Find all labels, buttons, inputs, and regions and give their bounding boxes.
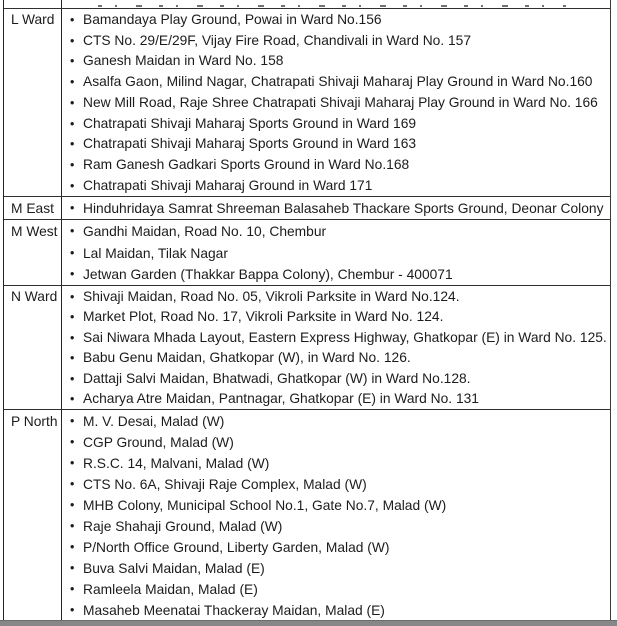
list-item (68, 287, 606, 307)
ground-name: CGP Ground, Malad (W) (83, 435, 234, 451)
bullet-icon: • (70, 13, 75, 27)
bullet-icon: • (70, 33, 75, 48)
ground-name: New Mill Road, Raje Shree Chatrapati Shivaji Maharaj Play Ground in Ward No. 166 (83, 94, 598, 110)
ward-name-cell (4, 410, 62, 622)
ground-name: R.S.C. 14, Malvani, Malad (W) (83, 456, 270, 472)
list-item (68, 389, 606, 409)
ward-name-cell (4, 197, 62, 219)
ground-name: Babu Genu Maidan, Ghatkopar (W), in Ward No. 126. (83, 350, 411, 366)
bullet-icon: • (70, 116, 75, 131)
ground-name: M. V. Desai, Malad (W) (83, 414, 225, 429)
list-item (68, 432, 606, 453)
list-item (68, 348, 606, 368)
ground-name: Jetwan Garden (Thakkar Bappa Colony), Chembur - 400071 (83, 267, 453, 283)
ground-name: Asalfa Gaon, Milind Nagar, Chatrapati Shivaji Maharaj Play Ground in Ward No.160 (83, 74, 593, 90)
bullet-icon: • (70, 435, 75, 450)
ward-name: M East (11, 201, 54, 216)
ground-name: Ganesh Maidan in Ward No. 158 (83, 53, 284, 69)
list-item (68, 221, 606, 243)
bullet-icon: • (70, 330, 75, 345)
list-item (68, 31, 606, 52)
bullet-icon: • (70, 477, 75, 492)
list-item (68, 411, 606, 432)
ground-name: Buva Salvi Maidan, Malad (E) (83, 561, 265, 577)
ward-name-cell (4, 0, 62, 8)
ground-name: Chatrapati Shivaji Maharaj Sports Ground in Ward 163 (83, 136, 417, 152)
ground-name: Market Plot, Road No. 17, Vikroli Parksite in Ward No. 124. (83, 309, 444, 325)
list-item (68, 558, 606, 579)
ward-name-cell (4, 220, 62, 285)
bullet-icon: • (70, 519, 75, 534)
ground-name: Hinduhridaya Samrat Shreeman Balasaheb Thackare Sports Ground, Deonar Colony (83, 201, 604, 216)
list-item (68, 198, 606, 219)
list-item (68, 600, 606, 621)
ward-name-cell (4, 286, 62, 409)
ward-row (4, 9, 610, 197)
list-item (68, 51, 606, 72)
bullet-icon: • (70, 392, 75, 407)
list-item (68, 495, 606, 516)
items-cell (62, 220, 610, 285)
table-body (4, 9, 610, 622)
list-item (68, 453, 606, 474)
bullet-icon: • (70, 310, 75, 325)
bullet-icon: • (70, 95, 75, 110)
items-cell (62, 9, 610, 196)
bullet-icon: • (70, 582, 75, 597)
items-cell (62, 0, 610, 8)
bullet-icon: • (70, 456, 75, 471)
list-item (68, 93, 606, 114)
bullet-icon: • (70, 54, 75, 69)
ground-name: Bamandaya Play Ground, Powai in Ward No.156 (83, 12, 382, 27)
list-item (68, 10, 606, 31)
list-item (68, 537, 606, 558)
ward-name-cell (4, 9, 62, 196)
ground-name: P/North Office Ground, Liberty Garden, Malad (W) (83, 540, 390, 556)
ground-name: Dattaji Salvi Maidan, Bhatwadi, Ghatkopar (W) in Ward No.128. (83, 370, 471, 386)
list-item (68, 328, 606, 348)
bullet-icon: • (70, 178, 75, 193)
ward-row (4, 220, 610, 286)
ground-name: Ram Ganesh Gadkari Sports Ground in Ward No.168 (83, 156, 410, 172)
bullet-icon: • (70, 561, 75, 576)
bullet-icon: • (70, 290, 75, 304)
ground-name: Masaheb Meenatai Thackeray Maidan, Malad (E) (83, 603, 385, 619)
ground-name: Ramleela Maidan, Malad (E) (83, 582, 258, 598)
bullet-icon: • (70, 157, 75, 172)
bullet-icon: • (70, 224, 75, 238)
list-item (68, 114, 606, 135)
list-item (68, 579, 606, 600)
bullet-icon: • (70, 267, 75, 282)
clipped-text-remnant (98, 5, 566, 7)
list-item (68, 155, 606, 176)
ground-name: Raje Shahaji Ground, Malad (W) (83, 519, 283, 535)
list-item (68, 369, 606, 389)
ground-name: Chatrapati Shivaji Maharaj Sports Ground in Ward 169 (83, 115, 417, 131)
items-cell (62, 286, 610, 409)
bullet-icon: • (70, 351, 75, 366)
ward-name: L Ward (11, 12, 55, 27)
ward-row (4, 286, 610, 410)
clipped-top-row (4, 0, 610, 9)
ward-row (4, 197, 610, 220)
ground-name: Acharya Atre Maidan, Pantnagar, Ghatkopar (E) in Ward No. 131 (83, 391, 479, 407)
ward-row (4, 410, 610, 622)
list-item (68, 264, 606, 285)
ground-name: Shivaji Maidan, Road No. 05, Vikroli Parksite in Ward No.124. (83, 289, 460, 304)
list-item (68, 474, 606, 495)
ward-name: N Ward (11, 289, 58, 304)
ground-name: Sai Niwara Mhada Layout, Eastern Express Highway, Ghatkopar (E) in Ward No. 125. (83, 329, 607, 345)
ward-grounds-table (3, 0, 611, 622)
ward-name: P North (11, 414, 58, 429)
ground-name: CTS No. 6A, Shivaji Raje Complex, Malad (W) (83, 477, 367, 493)
list-item (68, 134, 606, 155)
items-cell (62, 197, 610, 219)
ground-name: Chatrapati Shivaji Maharaj Ground in Ward 171 (83, 177, 373, 193)
bullet-icon: • (70, 414, 75, 428)
list-item (68, 307, 606, 327)
ground-name: MHB Colony, Municipal School No.1, Gate No.7, Malad (W) (83, 498, 447, 514)
list-item (68, 243, 606, 265)
bullet-icon: • (70, 201, 75, 215)
ground-name: Gandhi Maidan, Road No. 10, Chembur (83, 224, 327, 239)
ground-name: CTS No. 29/E/29F, Vijay Fire Road, Chandivali in Ward No. 157 (83, 32, 472, 48)
bullet-icon: • (70, 603, 75, 618)
bullet-icon: • (70, 498, 75, 513)
bullet-icon: • (70, 245, 75, 260)
ground-name: Lal Maidan, Tilak Nagar (83, 245, 228, 261)
bullet-icon: • (70, 371, 75, 386)
bullet-icon: • (70, 540, 75, 555)
bullet-icon: • (70, 75, 75, 90)
page-edge-bar (0, 620, 617, 626)
list-item (68, 72, 606, 93)
ward-name: M West (11, 224, 58, 239)
list-item (68, 176, 606, 196)
items-cell (62, 410, 610, 622)
list-item (68, 516, 606, 537)
bullet-icon: • (70, 137, 75, 152)
